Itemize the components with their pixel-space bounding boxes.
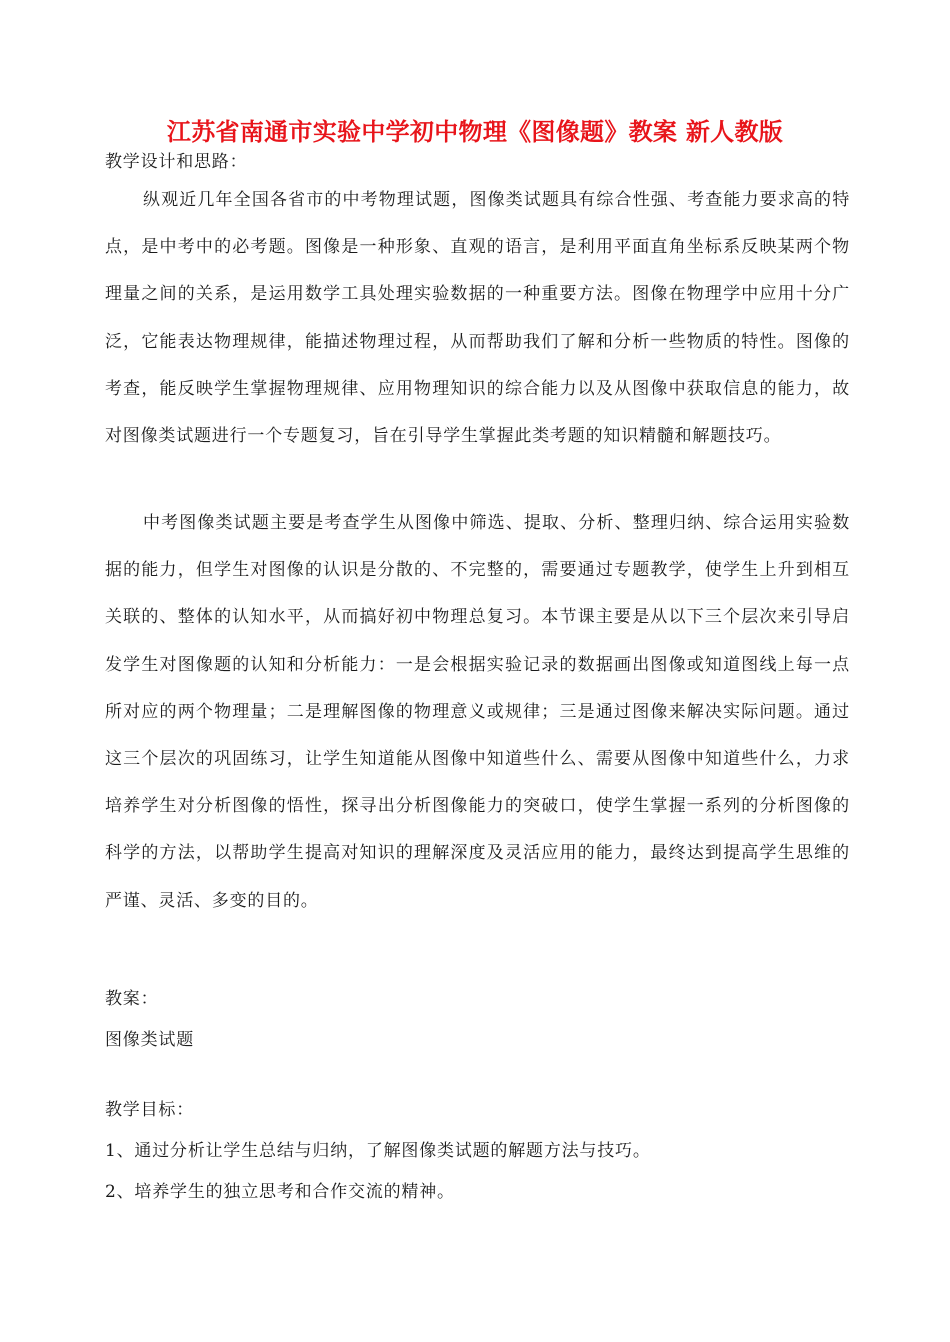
document-title: 江苏省南通市实验中学初中物理《图像题》教案 新人教版 bbox=[166, 117, 784, 146]
plan-topic: 图像类试题 bbox=[105, 1030, 194, 1050]
goal-item: 2、培养学生的独立思考和合作交流的精神。 bbox=[105, 1182, 455, 1202]
goal-item: 1、通过分析让学生总结与归纳，了解图像类试题的解题方法与技巧。 bbox=[105, 1141, 651, 1161]
section-heading-plan: 教案： bbox=[105, 989, 159, 1009]
section-heading-design: 教学设计和思路： bbox=[105, 152, 248, 172]
paragraph-background: 纵观近几年全国各省市的中考物理试题，图像类试题具有综合性强、考查能力要求高的特点，是中考中的必考题。图像是一种形象、直观的语言，是利用平面直角坐标系反映某两个物理量之间的关系，是运用数学工具处理实验数据的一种重要方法。图像在物理学中应用十分广泛，它能表达物理规律，能描述物理过程，从而帮助我们了解和分析一些物质的特性。图像的考查，能反映学生掌握物理规律、应用物理知识的综合能力以及从图像中获取信息的能力，故对图像类试题进行一个专题复习，旨在引导学生掌握此类考题的知识精髓和解题技巧。 bbox=[105, 190, 850, 447]
section-heading-goals: 教学目标： bbox=[105, 1100, 194, 1120]
paragraph-approach: 中考图像类试题主要是考查学生从图像中筛选、提取、分析、整理归纳、综合运用实验数据的能力，但学生对图像的认识是分散的、不完整的，需要通过专题教学，使学生上升到相互关联的、整体的认知水平，从而搞好初中物理总复习。本节课主要是从以下三个层次来引导启发学生对图像题的认知和分析能力：一是会根据实验记录的数据画出图像或知道图线上每一点所对应的两个物理量；二是理解图像的物理意义或规律；三是通过图像来解决实际问题。通过这三个层次的巩固练习，让学生知道能从图像中知道些什么、需要从图像中知道些什么，力求培养学生对分析图像的悟性，探寻出分析图像能力的突破口，使学生掌握一系列的分析图像的科学的方法，以帮助学生提高对知识的理解深度及灵活应用的能力，最终达到提高学生思维的严谨、灵活、多变的目的。 bbox=[105, 513, 850, 911]
